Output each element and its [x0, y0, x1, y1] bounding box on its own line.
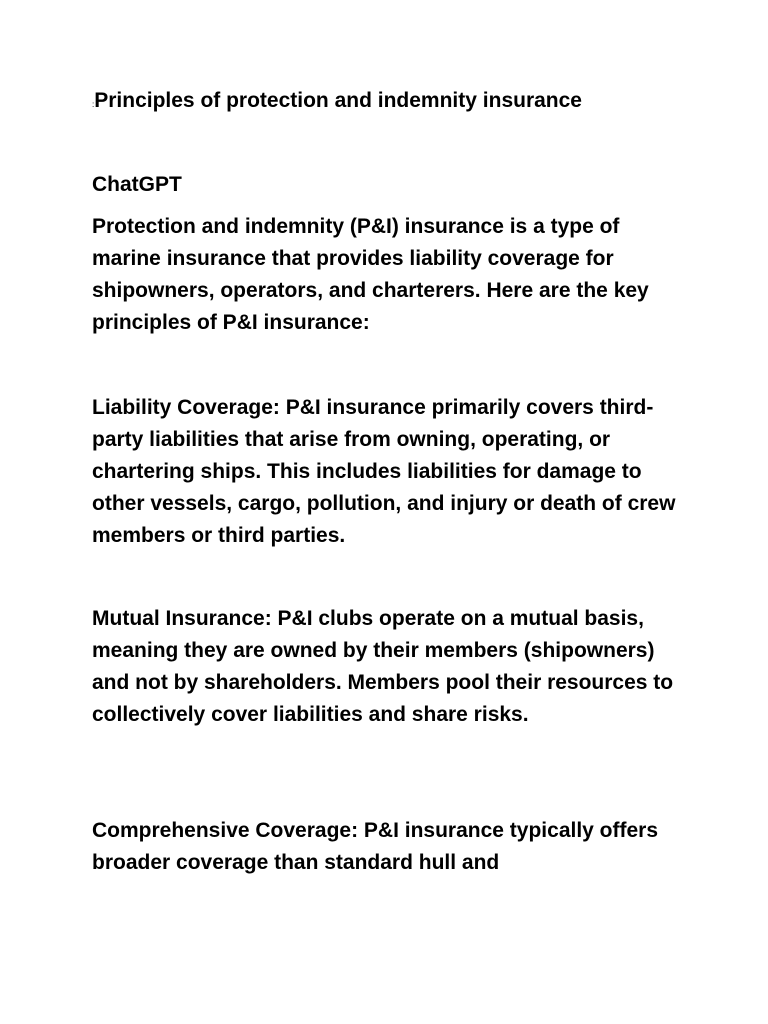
paragraph-comprehensive-coverage: Comprehensive Coverage: P&I insurance typically offers broader coverage than standard hull and — [92, 819, 659, 874]
title-prefix: : — [92, 100, 95, 109]
author-label: ChatGPT — [92, 173, 182, 196]
document-title: Principles of protection and indemnity insurance — [94, 89, 582, 112]
document-title-line — [92, 89, 712, 113]
paragraph-mutual-insurance: Mutual Insurance: P&I clubs operate on a mutual basis, meaning they are owned by their members (shipowners) and not by shareholders. Members pool their resources to collectively cover liabilities and share risks. — [92, 607, 674, 726]
paragraph-intro: Protection and indemnity (P&I) insurance is a type of marine insurance that provides liability coverage for shipowners, operators, and charterers. Here are the key principles of P&I insurance: — [92, 215, 649, 334]
paragraph-liability-coverage: Liability Coverage: P&I insurance primarily covers third-party liabilities that arise from owning, operating, or chartering ships. This includes liabilities for damage to other vessels, cargo, pollution, and injury or death of crew members or third parties. — [92, 396, 676, 547]
